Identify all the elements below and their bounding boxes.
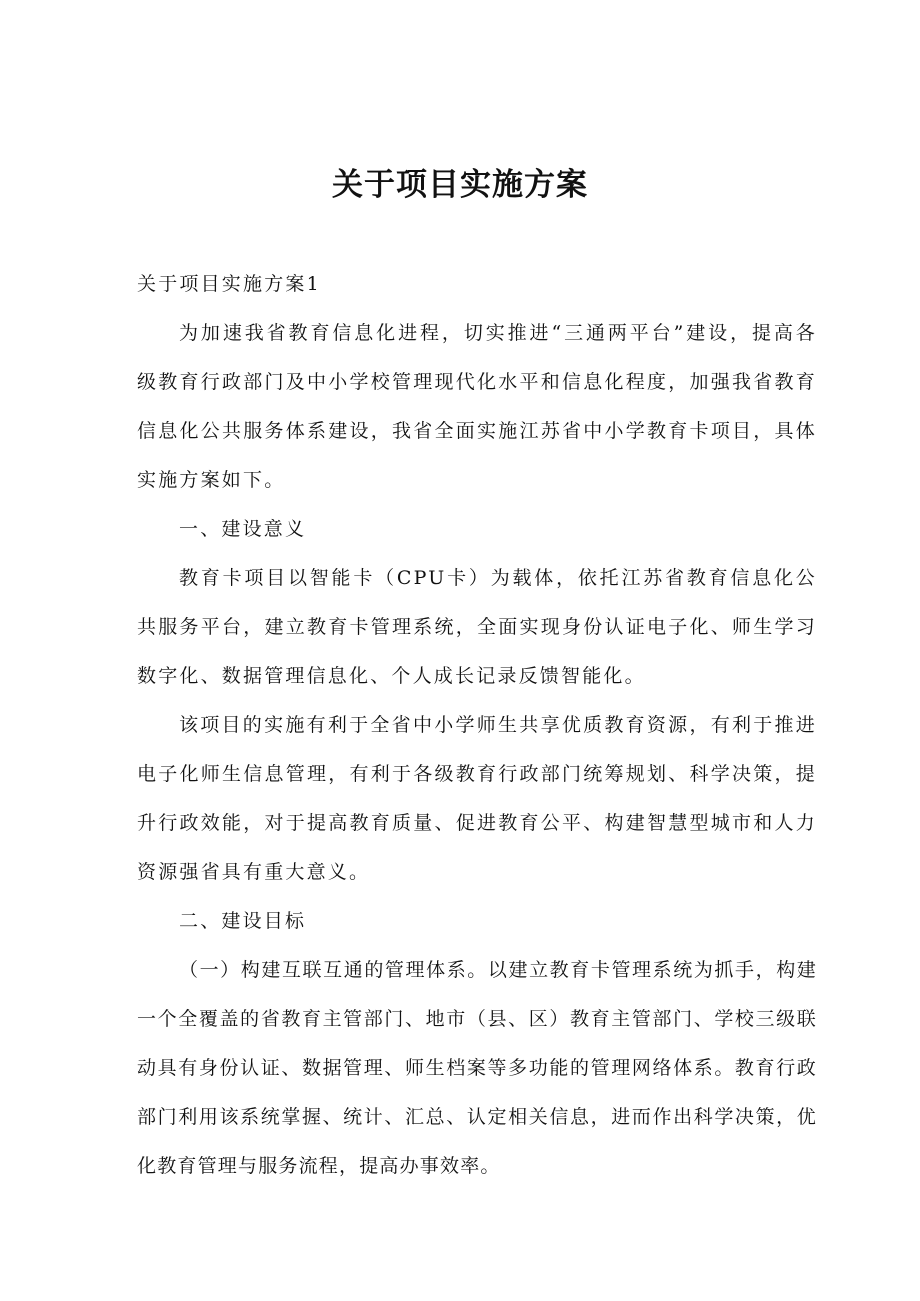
heading-goals: 二、建设目标	[179, 910, 307, 932]
paragraph-intro: 为加速我省教育信息化进程，切实推进“三通两平台”建设，提高各级教育行政部门及中小学校管理现代化水平和信息化程度，加强我省教育信息化公共服务体系建设，我省全面实施江苏省中小学教育卡项目，具体实施方案如下。	[137, 322, 817, 491]
paragraph-meaning-1: 教育卡项目以智能卡（CPU卡）为载体，依托江苏省教育信息化公共服务平台，建立教育卡管理系统，全面实现身份认证电子化、师生学习数字化、数据管理信息化、个人成长记录反馈智能化。	[137, 567, 817, 687]
document-title: 关于项目实施方案	[332, 167, 588, 203]
paragraph-meaning-2: 该项目的实施有利于全省中小学师生共享优质教育资源，有利于推进电子化师生信息管理，有利于各级教育行政部门统筹规划、科学决策，提升行政效能，对于提高教育质量、促进教育公平、构建智慧型城市和人力资源强省具有重大意义。	[137, 714, 817, 883]
section-subtitle: 关于项目实施方案1	[137, 273, 321, 295]
document-body	[137, 260, 817, 1191]
paragraph-goal-1: （一）构建互联互通的管理体系。以建立教育卡管理系统为抓手，构建一个全覆盖的省教育主管部门、地市（县、区）教育主管部门、学校三级联动具有身份认证、数据管理、师生档案等多功能的管理网络体系。教育行政部门利用该系统掌握、统计、汇总、认定相关信息，进而作出科学决策，优化教育管理与服务流程，提高办事效率。	[137, 959, 817, 1177]
heading-meaning: 一、建设意义	[179, 518, 307, 540]
